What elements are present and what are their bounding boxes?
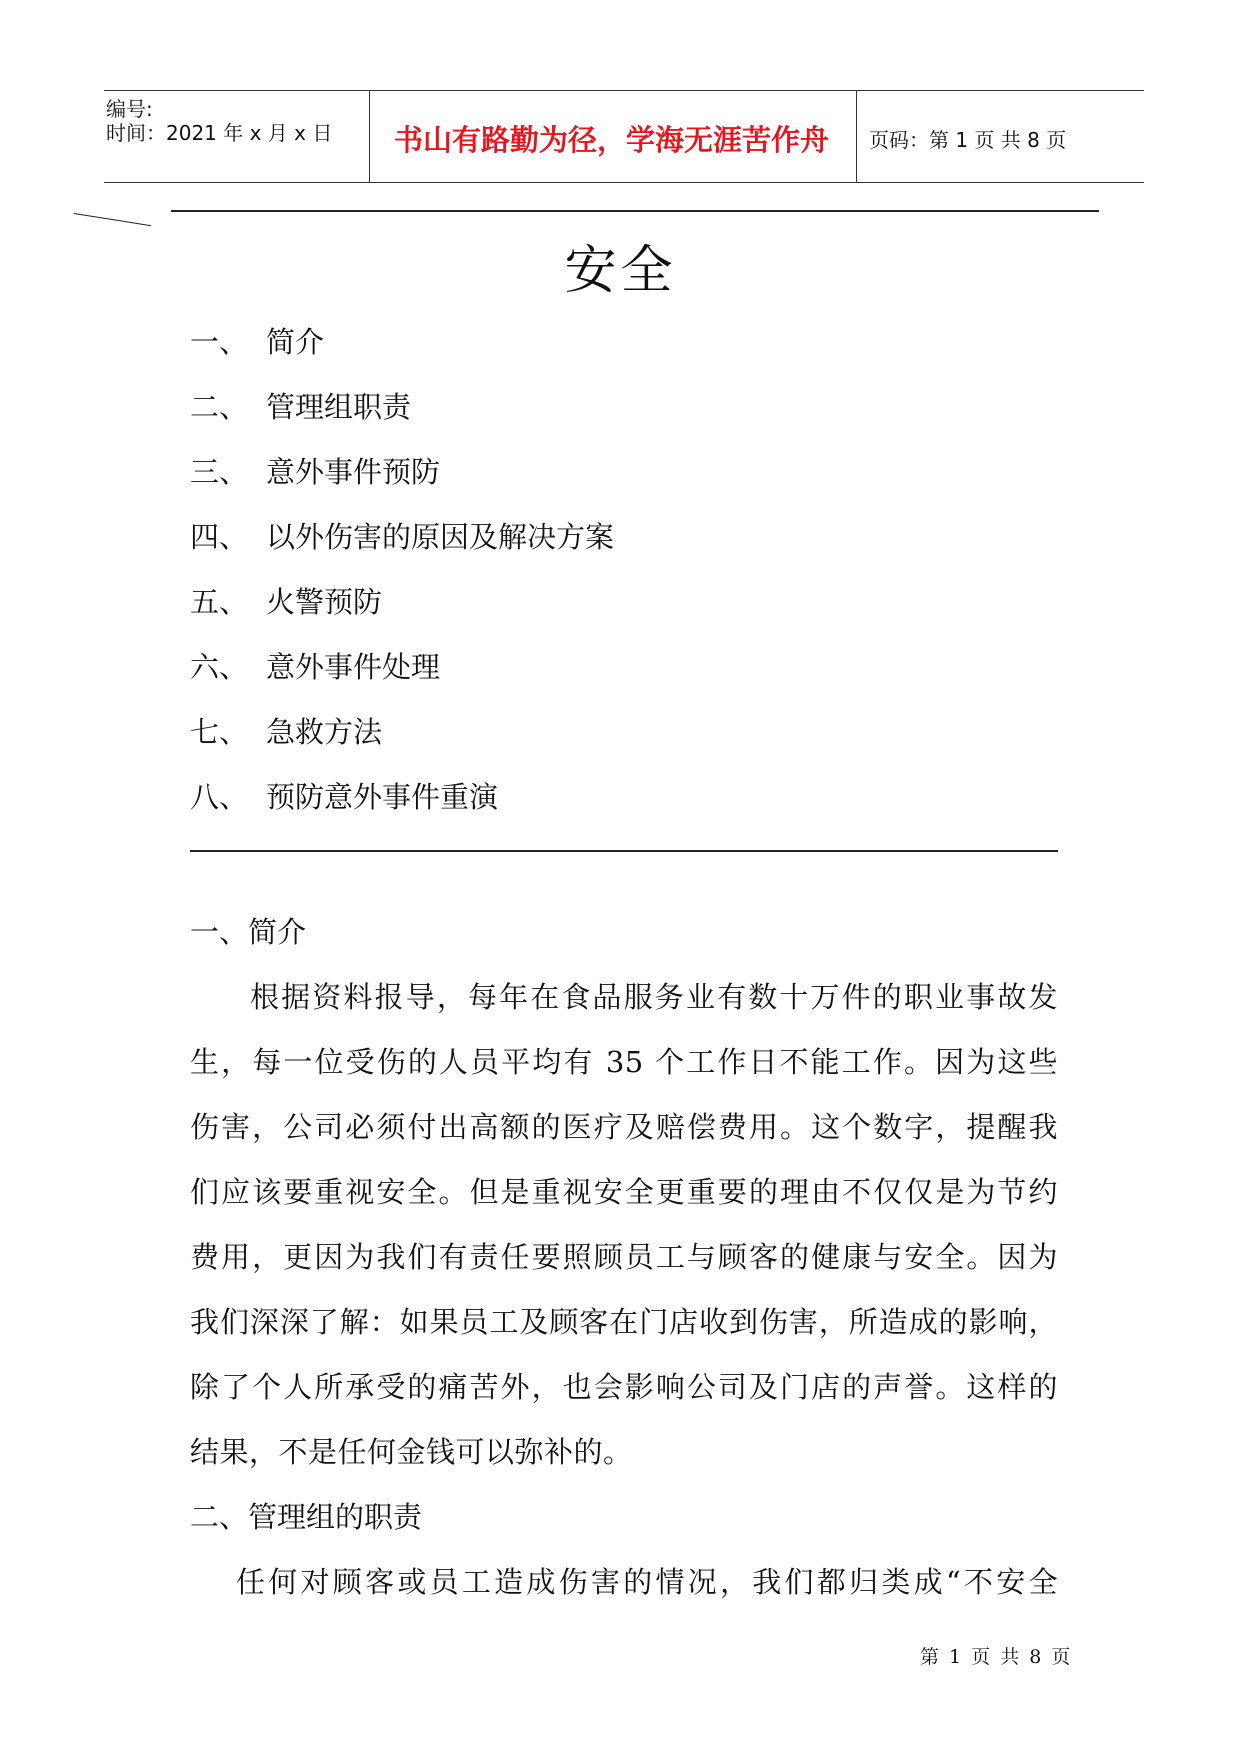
toc-number: 五、 [190, 585, 249, 619]
toc-text: 简介 [266, 325, 325, 359]
toc-text: 管理组职责 [266, 390, 412, 424]
toc-text: 预防意外事件重演 [266, 780, 499, 814]
document-title: 安全 [564, 241, 677, 301]
paragraph-line: 结果，不是任何金钱可以弥补的。 [190, 1435, 633, 1469]
page-footer: 第 1 页 共 8 页 [920, 1646, 1073, 1668]
paragraph-line: 任何对顾客或员工造成伤害的情况，我们都归类成“不安全 [236, 1565, 1058, 1599]
paragraph-line: 费用，更因为我们有责任要照顾员工与顾客的健康与安全。因为 [190, 1240, 1058, 1274]
header-motto-cell [370, 91, 857, 182]
toc-item [190, 515, 614, 556]
toc-number: 四、 [190, 520, 249, 554]
toc-number: 八、 [190, 780, 249, 814]
toc-text: 以外伤害的原因及解决方案 [266, 520, 615, 554]
toc-text: 意外事件预防 [266, 455, 441, 489]
paragraph-line: 们应该要重视安全。但是重视安全更重要的理由不仅仅是为节约 [190, 1175, 1058, 1209]
paragraph-line: 我们深深了解：如果员工及顾客在门店收到伤害，所造成的影响， [190, 1305, 1058, 1339]
header-page-cell [857, 91, 1144, 182]
toc-number: 六、 [190, 650, 249, 684]
toc-item [190, 710, 382, 751]
decorative-slash [74, 213, 151, 226]
paragraph-line: 生，每一位受伤的人员平均有 35 个工作日不能工作。因为这些 [190, 1045, 1058, 1079]
toc-text: 意外事件处理 [266, 650, 441, 684]
section-heading: 二、管理组的职责 [190, 1500, 423, 1534]
toc-number: 二、 [190, 390, 249, 424]
header-page-code: 页码：第 1 页 共 8 页 [869, 128, 1067, 152]
header-meta-cell [104, 91, 370, 182]
paragraph-line: 根据资料报导，每年在食品服务业有数十万件的职业事故发 [250, 980, 1058, 1014]
toc-text: 急救方法 [266, 715, 383, 749]
paragraph-line: 除了个人所承受的痛苦外，也会影响公司及门店的声誉。这样的 [190, 1370, 1058, 1404]
section-heading: 一、简介 [190, 915, 307, 949]
header-motto: 书山有路勤为径，学海无涯苦作舟 [394, 123, 830, 157]
toc-number: 七、 [190, 715, 249, 749]
top-rule [171, 210, 1099, 212]
header-number-label: 编号: [106, 97, 153, 121]
toc-divider [190, 850, 1058, 852]
toc-item [190, 385, 411, 426]
header-time: 时间：2021 年 x 月 x 日 [106, 121, 333, 145]
toc-item [190, 450, 440, 491]
toc-text: 火警预防 [266, 585, 383, 619]
toc-item [190, 645, 440, 686]
document-header [104, 90, 1144, 183]
toc-item [190, 320, 324, 361]
paragraph-line: 伤害，公司必须付出高额的医疗及赔偿费用。这个数字，提醒我 [190, 1110, 1058, 1144]
toc-item [190, 580, 382, 621]
toc-number: 三、 [190, 455, 249, 489]
toc-item [190, 775, 498, 816]
toc-number: 一、 [190, 325, 249, 359]
